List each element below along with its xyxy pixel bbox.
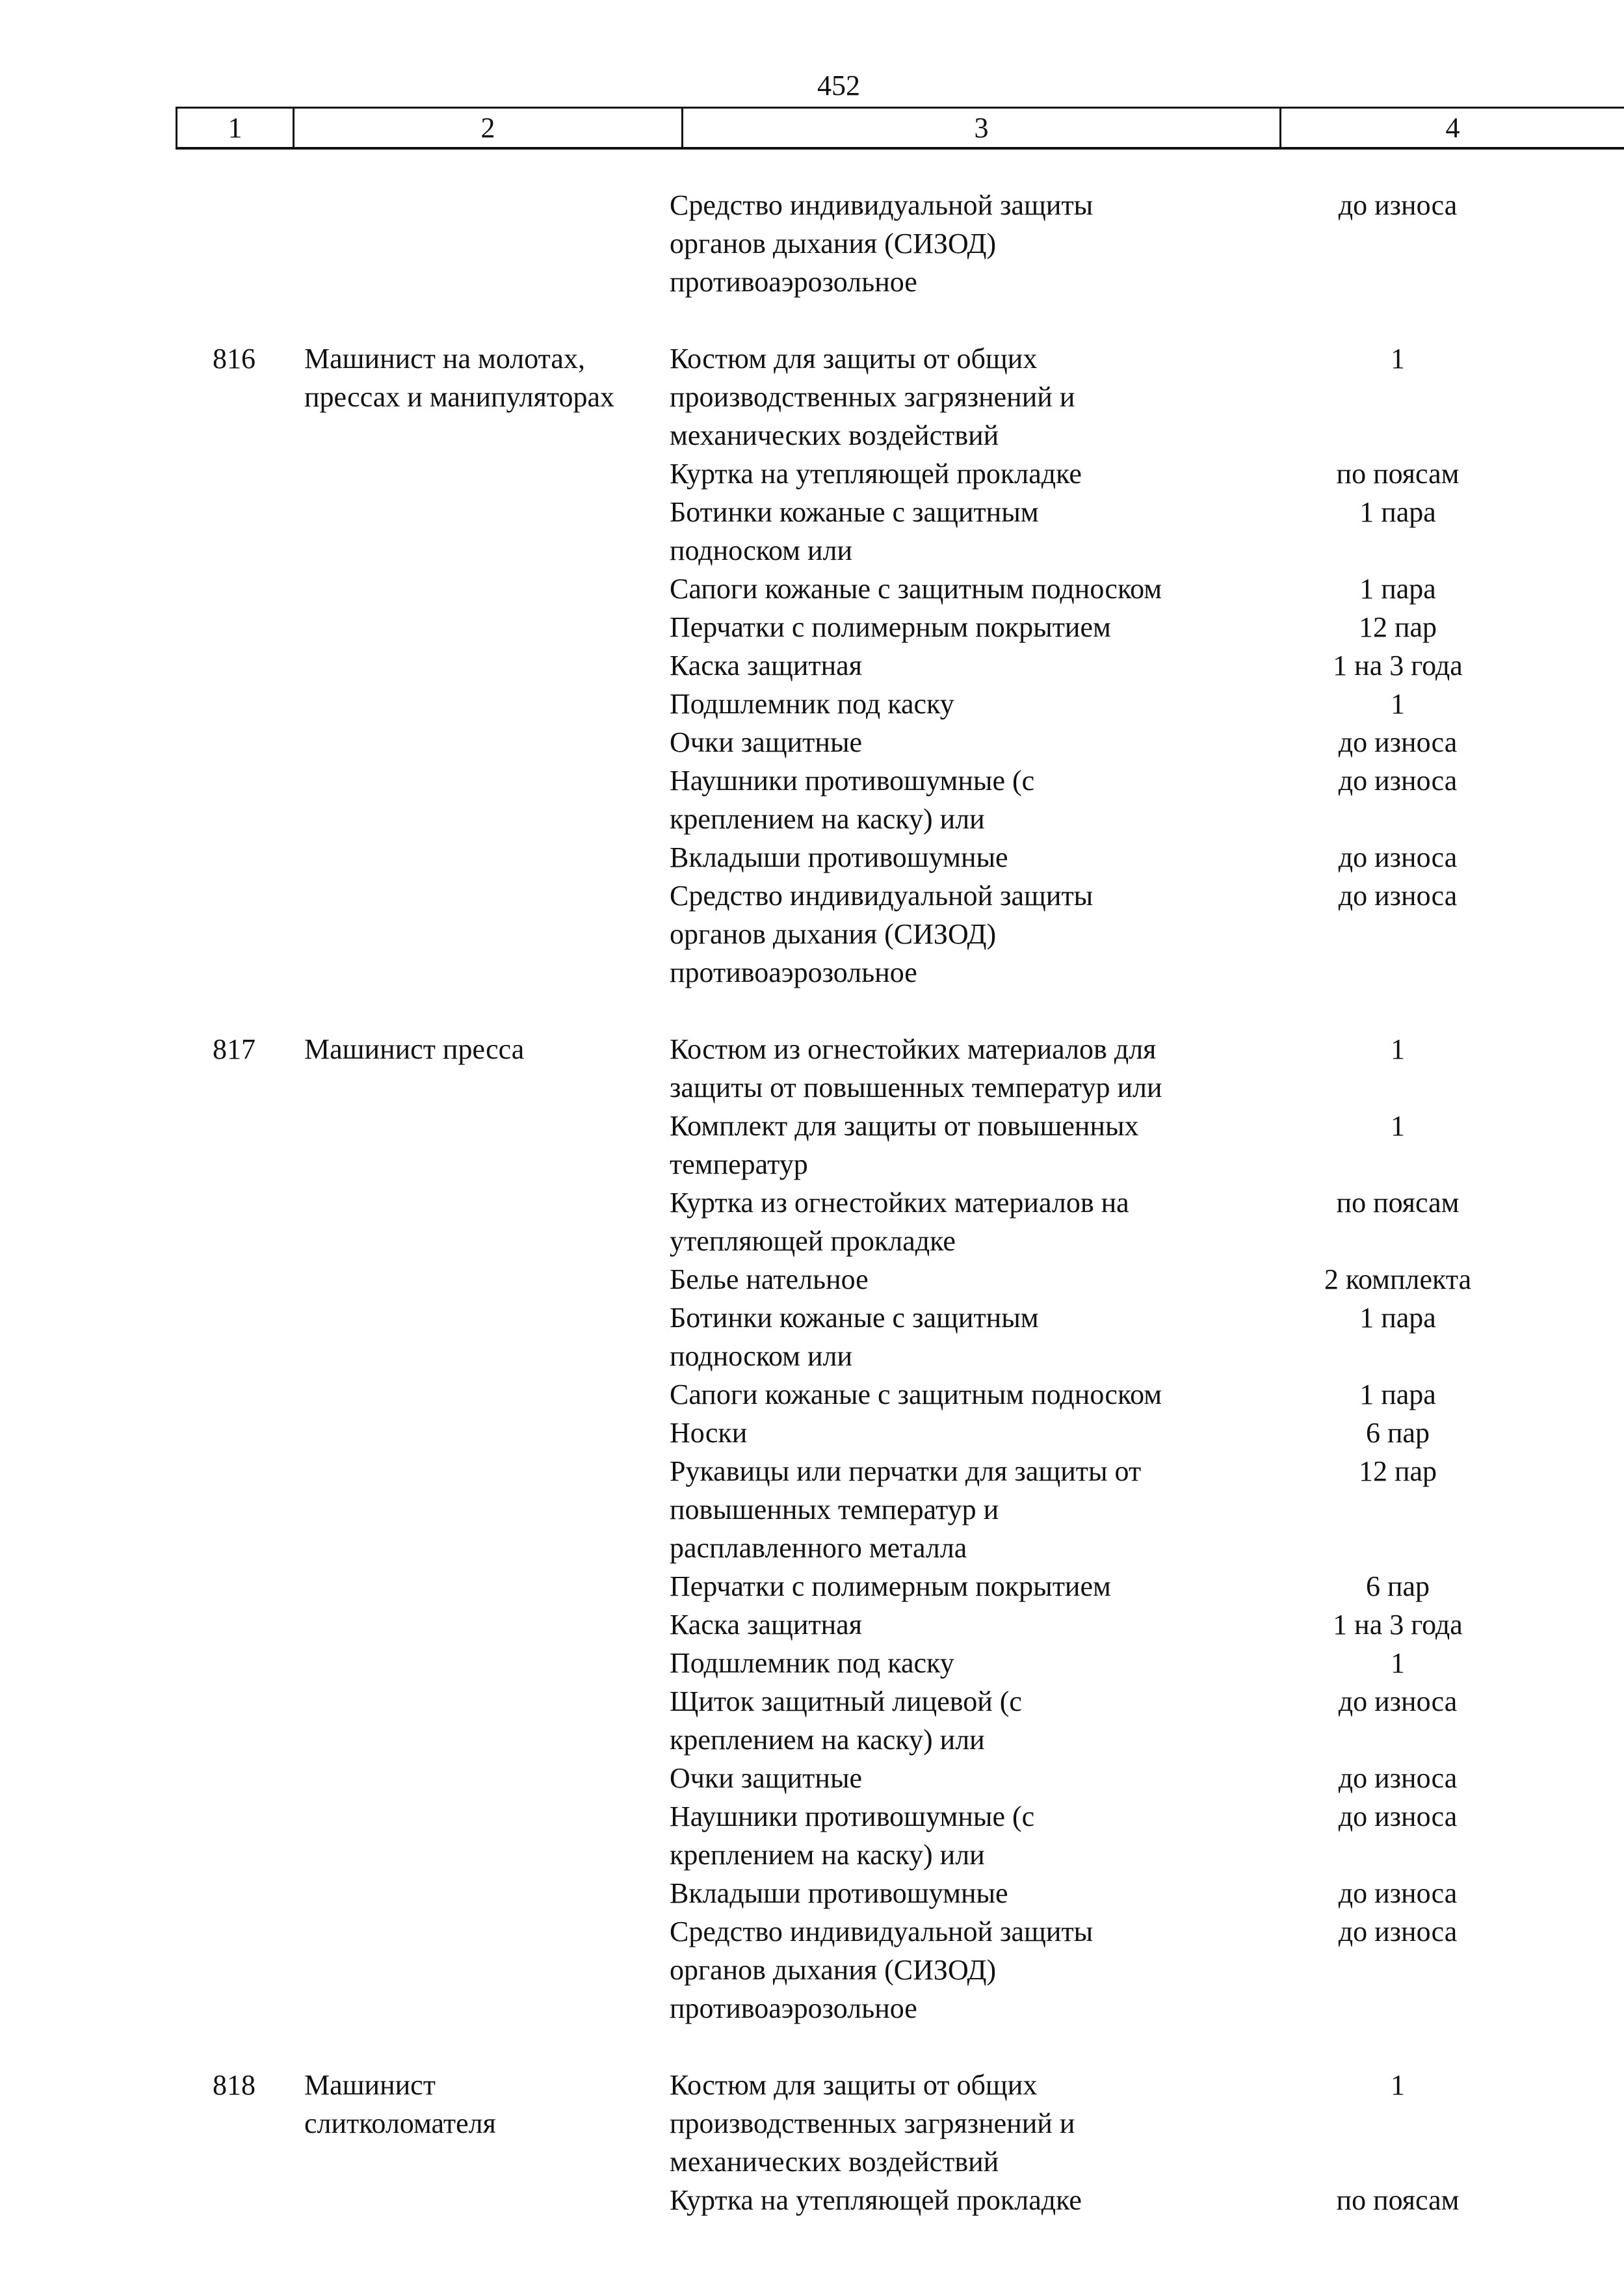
protective-item: Средство индивидуальной защиты органов дыхания (СИЗОД) противоаэрозольное: [670, 189, 1094, 298]
protective-item: Куртка из огнестойких материалов на утепляющей прокладке: [670, 1187, 1129, 1257]
protective-item: Носки: [670, 1417, 748, 1449]
table-row: [176, 1912, 1528, 2027]
column-header-4: 4: [1445, 112, 1460, 144]
table-row: [176, 1375, 1528, 1414]
table-row: [176, 1030, 1528, 1107]
issue-norm: 2 комплекта: [1324, 1263, 1472, 1295]
issue-norm: до износа: [1338, 726, 1458, 758]
issue-norm: до износа: [1338, 1685, 1458, 1717]
table-row: [176, 1797, 1528, 1874]
protective-item: Наушники противошумные (с креплением на каску) или: [670, 765, 1035, 835]
issue-norm: до износа: [1338, 1877, 1458, 1909]
issue-norm: по поясам: [1336, 2184, 1460, 2216]
protective-item: Костюм для защиты от общих производственных загрязнений и механических воздействий: [670, 343, 1075, 451]
table-row: [176, 877, 1528, 992]
protective-item: Куртка на утепляющей прокладке: [670, 458, 1082, 490]
protective-item: Вкладыши противошумные: [670, 1877, 1008, 1909]
issue-norm: 1 пара: [1359, 1302, 1436, 1334]
profession-number: 816: [213, 343, 255, 375]
protective-item: Ботинки кожаные с защитным подноском или: [670, 1302, 1039, 1372]
protective-item: Очки защитные: [670, 726, 863, 758]
table-row: [176, 339, 1528, 455]
issue-norm: до износа: [1338, 1916, 1458, 1947]
table-row: [176, 570, 1528, 608]
column-header-3: 3: [683, 109, 1281, 147]
table-row: [176, 493, 1528, 570]
table-row: [176, 646, 1528, 685]
issue-norm: 1: [1391, 1647, 1405, 1679]
protective-item: Подшлемник под каску: [670, 1647, 954, 1679]
table-row: [176, 723, 1528, 761]
issue-norm: до износа: [1338, 189, 1458, 221]
profession-group: [176, 186, 1528, 301]
issue-norm: 1: [1391, 2069, 1405, 2101]
profession-group: [176, 2066, 1528, 2219]
column-header-1: 1: [177, 109, 295, 147]
issue-norm: 6 пар: [1365, 1570, 1430, 1602]
protective-item: Перчатки с полимерным покрытием: [670, 611, 1111, 643]
profession-name: Машинист на молотах, прессах и манипуляторах: [304, 343, 614, 413]
table-row: [176, 1682, 1528, 1759]
protective-item: Ботинки кожаные с защитным подноском или: [670, 496, 1039, 566]
table-row: [176, 685, 1528, 723]
issue-norm: 12 пар: [1358, 1455, 1437, 1487]
table-row: [176, 761, 1528, 838]
issue-norm: 6 пар: [1365, 1417, 1430, 1449]
table-row: [176, 608, 1528, 646]
protective-item: Комплект для защиты от повышенных температур: [670, 1110, 1139, 1180]
protective-item: Каска защитная: [670, 1609, 862, 1641]
issue-norm: до износа: [1338, 1762, 1458, 1794]
protective-item: Очки защитные: [670, 1762, 863, 1794]
protective-item: Костюм для защиты от общих производственных загрязнений и механических воздействий: [670, 2069, 1075, 2178]
table-row: [176, 1299, 1528, 1375]
issue-norm: до износа: [1338, 880, 1458, 912]
issue-norm: 1 на 3 года: [1333, 1609, 1463, 1641]
profession-number: 818: [213, 2069, 255, 2101]
issue-norm: 1 пара: [1359, 1379, 1436, 1410]
profession-group: [176, 1030, 1528, 2027]
issue-norm: 1 пара: [1359, 496, 1436, 528]
issue-norm: 1 на 3 года: [1333, 650, 1463, 681]
profession-name: Машинист слитколомателя: [304, 2069, 496, 2139]
protective-item: Щиток защитный лицевой (с креплением на каску) или: [670, 1685, 1022, 1756]
table-row: [176, 1452, 1528, 1567]
profession-group: [176, 339, 1528, 992]
issue-norm: до износа: [1338, 765, 1458, 797]
table-row: [176, 1183, 1528, 1260]
issue-norm: 1: [1391, 1033, 1405, 1065]
table-row: [176, 1567, 1528, 1605]
protective-item: Подшлемник под каску: [670, 688, 954, 720]
column-header-2: 2: [295, 109, 683, 147]
issue-norm: 1: [1391, 688, 1405, 720]
profession-number: 817: [213, 1033, 255, 1065]
protective-item: Каска защитная: [670, 650, 862, 681]
table-row: [176, 1605, 1528, 1644]
issue-norm: по поясам: [1336, 458, 1460, 490]
issue-norm: до износа: [1338, 1801, 1458, 1832]
protective-item: Средство индивидуальной защиты органов дыхания (СИЗОД) противоаэрозольное: [670, 1916, 1094, 2024]
issue-norm: 1 пара: [1359, 573, 1436, 605]
table-row: [176, 1107, 1528, 1183]
protective-item: Белье нательное: [670, 1263, 869, 1295]
protective-item: Средство индивидуальной защиты органов дыхания (СИЗОД) противоаэрозольное: [670, 880, 1094, 988]
protective-item: Сапоги кожаные с защитным подноском: [670, 1379, 1162, 1410]
issue-norm: 1: [1391, 1110, 1405, 1142]
column-header-row: [176, 107, 1624, 150]
issue-norm: по поясам: [1336, 1187, 1460, 1219]
table-row: [176, 186, 1528, 301]
table-row: [176, 1759, 1528, 1797]
table-row: [176, 1874, 1528, 1912]
protective-item: Вкладыши противошумные: [670, 841, 1008, 873]
issue-norm: 1: [1391, 343, 1405, 375]
protective-item: Костюм из огнестойких материалов для защиты от повышенных температур или: [670, 1033, 1162, 1103]
table-row: [176, 1414, 1528, 1452]
table-row: [176, 1644, 1528, 1682]
table-body: [176, 186, 1528, 2219]
protective-item: Куртка на утепляющей прокладке: [670, 2184, 1082, 2216]
table-row: [176, 455, 1528, 493]
table-row: [176, 838, 1528, 877]
protective-item: Наушники противошумные (с креплением на каску) или: [670, 1801, 1035, 1871]
issue-norm: 12 пар: [1358, 611, 1437, 643]
table-row: [176, 2066, 1528, 2181]
table-row: [176, 2181, 1528, 2219]
page-number: 452: [817, 70, 860, 101]
issue-norm: до износа: [1338, 841, 1458, 873]
protective-item: Рукавицы или перчатки для защиты от повышенных температур и расплавленного металла: [670, 1455, 1142, 1564]
profession-name: Машинист пресса: [304, 1033, 525, 1065]
protective-item: Перчатки с полимерным покрытием: [670, 1570, 1111, 1602]
protective-item: Сапоги кожаные с защитным подноском: [670, 573, 1162, 605]
table-row: [176, 1260, 1528, 1299]
